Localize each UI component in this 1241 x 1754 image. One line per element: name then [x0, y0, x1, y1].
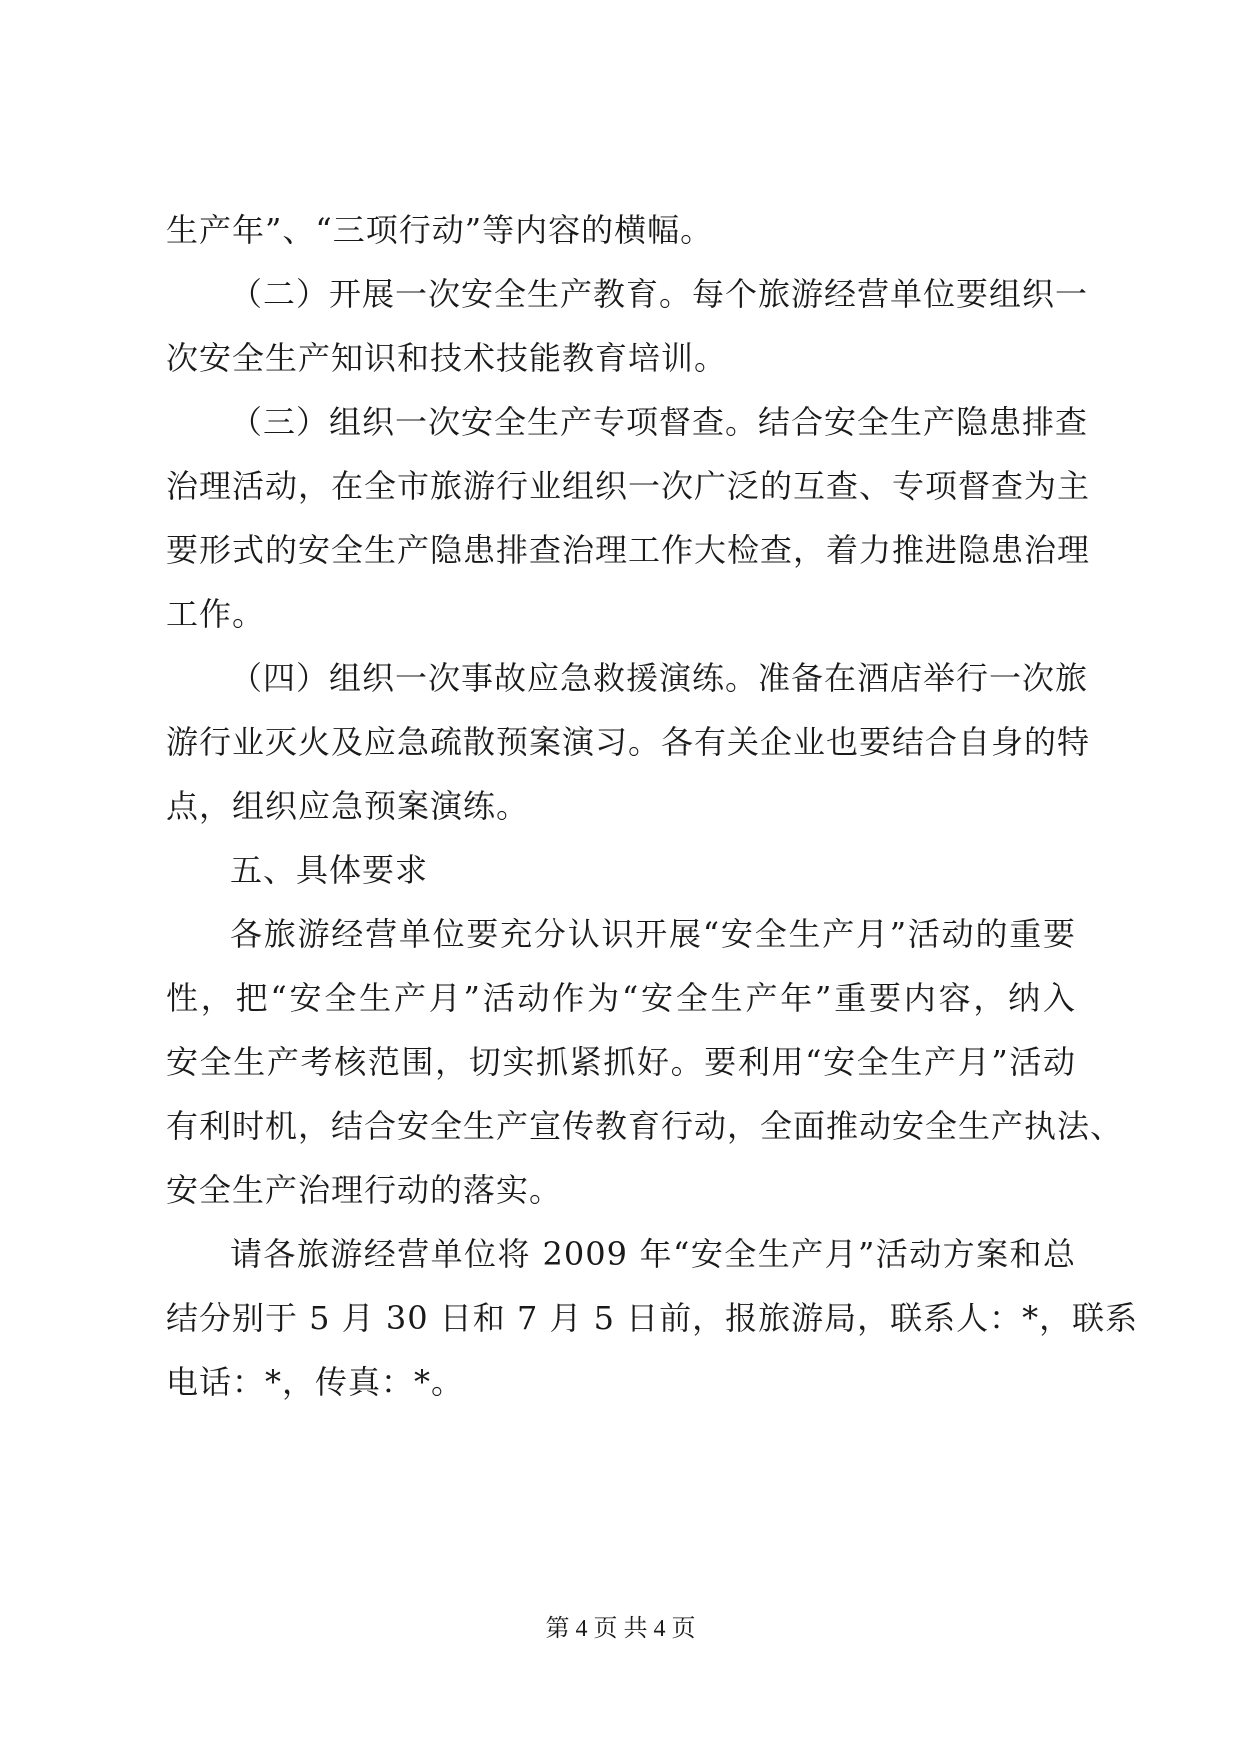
- paragraph-line: 性，把“安全生产月”活动作为“安全生产年”重要内容，纳入: [166, 979, 1076, 1017]
- paragraph-line: （二）开展一次安全生产教育。每个旅游经营单位要组织一: [230, 275, 1089, 313]
- paragraph-line: 电话：*，传真：*。: [166, 1363, 465, 1401]
- paragraph-line: （四）组织一次事故应急救援演练。准备在酒店举行一次旅: [230, 659, 1089, 697]
- paragraph-line: 有利时机，结合安全生产宣传教育行动，全面推动安全生产执法、: [166, 1107, 1124, 1145]
- page-number-footer: 第 4 页 共 4 页: [545, 1616, 696, 1642]
- document-body: [166, 198, 1139, 1414]
- paragraph-line: （三）组织一次安全生产专项督查。结合安全生产隐患排查: [230, 403, 1089, 441]
- paragraph-line: 要形式的安全生产隐患排查治理工作大检查，着力推进隐患治理: [166, 531, 1091, 569]
- paragraph-line: 治理活动，在全市旅游行业组织一次广泛的互查、专项督查为主: [166, 467, 1091, 505]
- paragraph-line: 游行业灭火及应急疏散预案演习。各有关企业也要结合自身的特: [166, 723, 1091, 761]
- paragraph-line: 各旅游经营单位要充分认识开展“安全生产月”活动的重要: [230, 915, 1076, 953]
- paragraph-line: 工作。: [166, 595, 266, 633]
- paragraph-line: 请各旅游经营单位将 2009 年“安全生产月”活动方案和总: [230, 1235, 1076, 1273]
- section-heading: 五、具体要求: [230, 851, 429, 889]
- paragraph-line: 点，组织应急预案演练。: [166, 787, 530, 825]
- paragraph-line: 生产年”、“三项行动”等内容的横幅。: [166, 211, 714, 249]
- paragraph-line: 安全生产治理行动的落实。: [166, 1171, 563, 1209]
- paragraph-line: 结分别于 5 月 30 日和 7 月 5 日前，报旅游局，联系人：*，联系: [166, 1299, 1139, 1337]
- paragraph-line: 次安全生产知识和技术技能教育培训。: [166, 339, 728, 377]
- paragraph-line: 安全生产考核范围，切实抓紧抓好。要利用“安全生产月”活动: [166, 1043, 1076, 1081]
